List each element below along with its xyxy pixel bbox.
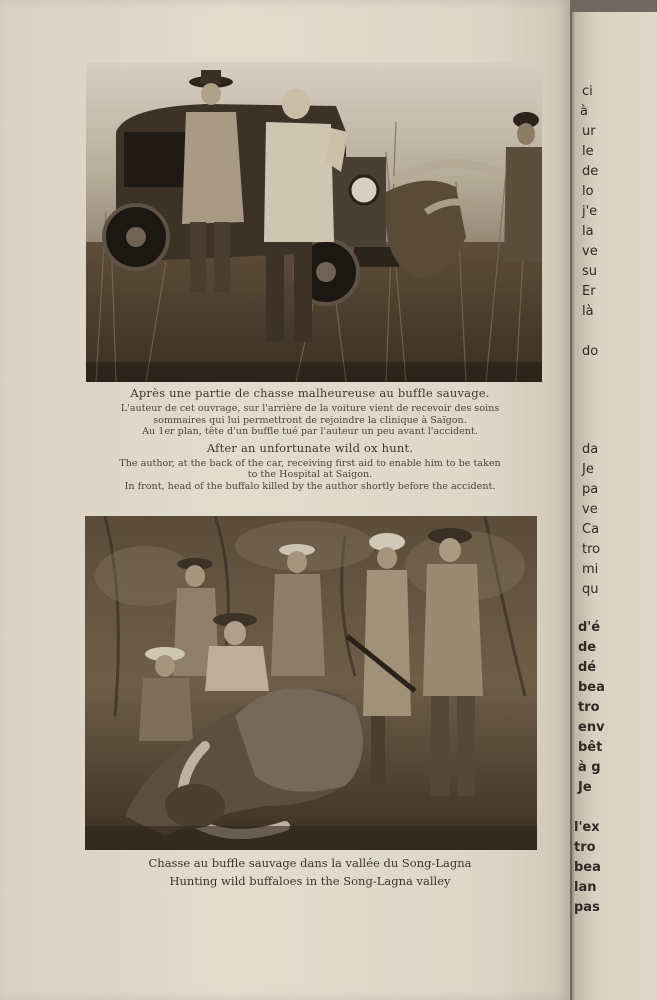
right-text-fragment: bêt bbox=[578, 740, 603, 755]
caption-fr-body bbox=[70, 403, 550, 438]
right-text-fragment: ci bbox=[582, 84, 593, 99]
right-text-fragment: pas bbox=[574, 900, 600, 915]
right-text-fragment: lan bbox=[574, 880, 597, 895]
right-text-fragment: bea bbox=[574, 860, 601, 875]
right-text-fragment: qu bbox=[582, 582, 599, 597]
right-text-fragment: lo bbox=[582, 184, 594, 199]
caption-en-line: to the Hospital at Saigon. bbox=[247, 469, 373, 480]
right-text-fragment: de bbox=[578, 640, 597, 655]
right-text-fragment: le bbox=[582, 144, 594, 159]
right-text-fragment: tro bbox=[582, 542, 601, 557]
caption-en-line: In front, head of the buffalo killed by the author shortly before the accident. bbox=[124, 480, 496, 492]
right-text-fragment: pa bbox=[582, 482, 599, 497]
right-text-fragment: env bbox=[578, 720, 605, 735]
photo2-caption bbox=[70, 854, 550, 890]
right-text-fragment: mi bbox=[582, 562, 599, 577]
right-text-fragment: Je bbox=[578, 780, 592, 795]
right-text-fragment: la bbox=[582, 224, 594, 239]
caption-en-body bbox=[70, 458, 550, 493]
right-text-fragment: ve bbox=[582, 502, 598, 517]
right-text-fragment: Je bbox=[582, 462, 594, 477]
right-text-fragment: Ca bbox=[582, 522, 600, 537]
caption-en-line: The author, at the back of the car, receiving first aid to enable him to be taken bbox=[119, 457, 501, 469]
caption-fr: Chasse au buffle sauvage dans la vallée du Song-Lagna bbox=[148, 856, 472, 870]
right-text-fragment: dé bbox=[578, 660, 597, 675]
right-text-fragment: l'ex bbox=[574, 820, 600, 835]
right-text-fragment: d'é bbox=[578, 620, 601, 635]
photo-car-buffalo-hunt bbox=[86, 62, 542, 382]
caption-fr-title: Après une partie de chasse malheureuse au buffle sauvage. bbox=[130, 386, 490, 400]
right-text-fragment: tro bbox=[574, 840, 596, 855]
right-text-fragment: j'e bbox=[582, 204, 598, 219]
right-text-fragment: do bbox=[582, 344, 599, 359]
caption-fr-line: L'auteur de cet ouvrage, sur l'arrière de la voiture vient de recevoir des soins bbox=[120, 403, 500, 414]
right-text-fragment: su bbox=[582, 264, 598, 279]
right-page bbox=[572, 12, 657, 1000]
photo1-caption bbox=[70, 386, 550, 492]
right-text-fragment: bea bbox=[578, 680, 605, 695]
caption-en-title: After an unfortunate wild ox hunt. bbox=[206, 440, 414, 455]
photo-buffalo-hunting-party bbox=[85, 516, 537, 850]
right-text-fragment: à g bbox=[578, 760, 601, 775]
right-text-fragment: là bbox=[582, 304, 594, 319]
caption-fr-line: Au 1er plan, tête d'un buffle tué par l'auteur un peu avant l'accident. bbox=[142, 426, 478, 437]
right-text-fragment: ur bbox=[582, 124, 596, 139]
right-text-fragment: ve bbox=[582, 244, 598, 259]
right-text-fragment: à bbox=[580, 104, 588, 119]
caption-fr-line: sommaires qui lui permettront de rejoindre la clinique à Saïgon. bbox=[153, 414, 467, 426]
right-text-fragment: de bbox=[582, 164, 599, 179]
right-text-fragment: da bbox=[582, 442, 599, 457]
right-text-fragment: Er bbox=[582, 284, 596, 299]
caption-en: Hunting wild buffaloes in the Song-Lagna valley bbox=[169, 874, 451, 888]
right-text-fragment: tro bbox=[578, 700, 600, 715]
